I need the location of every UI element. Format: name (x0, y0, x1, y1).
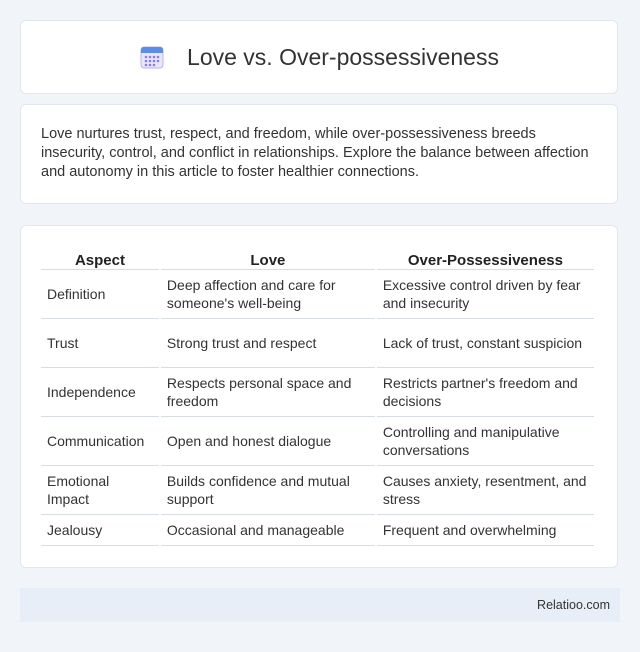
header-over-possessiveness: Over-Possessiveness (377, 246, 594, 270)
header-love: Love (161, 246, 375, 270)
row-love: Strong trust and respect (161, 319, 375, 368)
title-card (20, 20, 618, 94)
row-aspect: Independence (41, 368, 159, 417)
row-over-possessiveness: Excessive control driven by fear and insecurity (377, 270, 594, 319)
row-love: Respects personal space and freedom (161, 368, 375, 417)
intro-text: Love nurtures trust, respect, and freedom, while over-possessiveness breeds insecurity, control, and conflict in relationships. Explore the balance between affection and autonomy in this article to foster healthier connections. (41, 126, 589, 180)
table-header-row (41, 246, 594, 270)
comparison-table (39, 246, 596, 546)
row-over-possessiveness: Controlling and manipulative conversations (377, 417, 594, 466)
page-title: Love vs. Over-possessiveness (187, 43, 499, 70)
row-over-possessiveness: Lack of trust, constant suspicion (377, 319, 594, 368)
table-row (41, 270, 594, 319)
row-aspect: Communication (41, 417, 159, 466)
footer-brand[interactable]: Relatioo.com (537, 598, 610, 612)
row-aspect: Trust (41, 319, 159, 368)
row-over-possessiveness: Causes anxiety, resentment, and stress (377, 466, 594, 515)
header-aspect: Aspect (41, 246, 159, 270)
intro-card (20, 104, 618, 204)
comparison-card (20, 225, 618, 568)
table-row (41, 319, 594, 368)
table-row (41, 466, 594, 515)
row-over-possessiveness: Restricts partner's freedom and decisions (377, 368, 594, 417)
footer (20, 588, 620, 622)
table-row (41, 368, 594, 417)
row-aspect: Emotional Impact (41, 466, 159, 515)
row-love: Deep affection and care for someone's well-being (161, 270, 375, 319)
table-row (41, 515, 594, 546)
calendar-icon (139, 44, 165, 70)
row-over-possessiveness: Frequent and overwhelming (377, 515, 594, 546)
row-love: Occasional and manageable (161, 515, 375, 546)
row-love: Builds confidence and mutual support (161, 466, 375, 515)
row-aspect: Jealousy (41, 515, 159, 546)
table-row (41, 417, 594, 466)
row-love: Open and honest dialogue (161, 417, 375, 466)
row-aspect: Definition (41, 270, 159, 319)
